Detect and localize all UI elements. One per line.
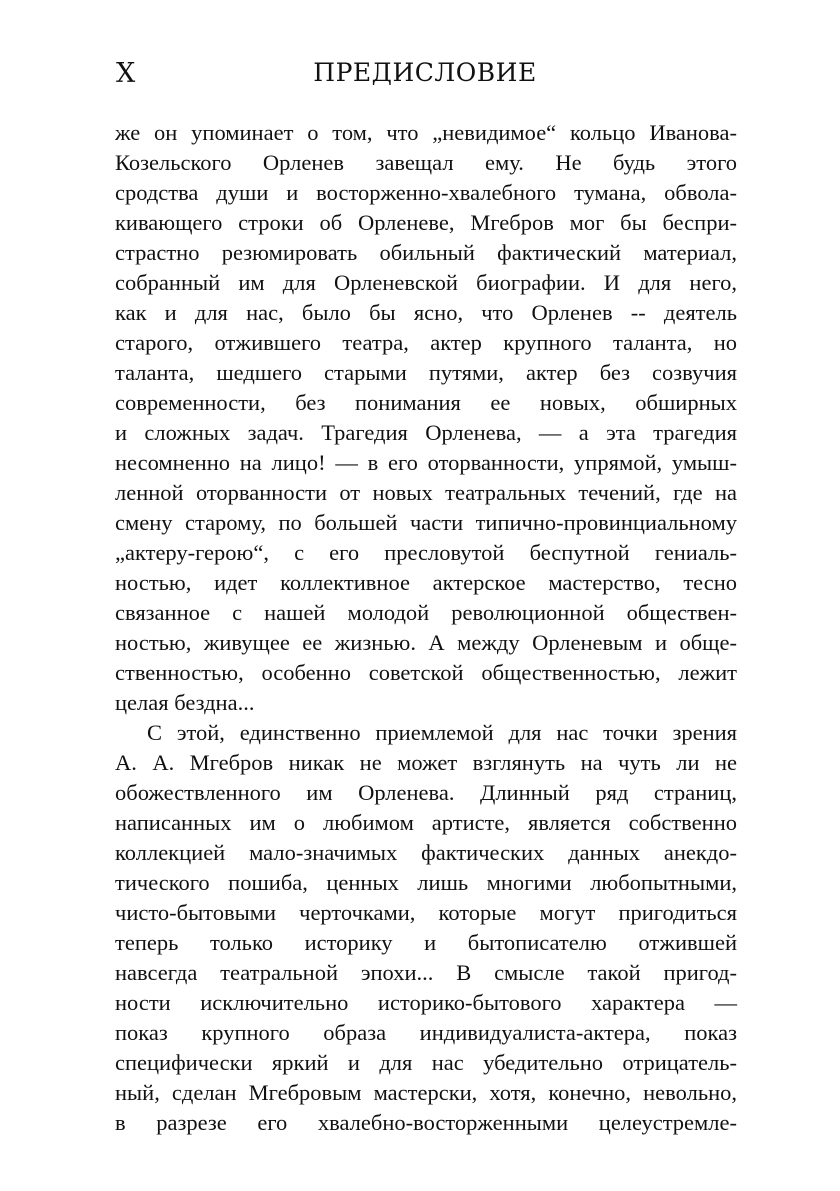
text-line: „актеру-герою“, с его пресловутой беспутной гениаль-: [115, 540, 737, 565]
text-line: обожествленного им Орленева. Длинный ряд страниц,: [115, 780, 737, 805]
text-line: же он упоминает о том, что „невидимое“ кольцо Иванова-: [115, 120, 737, 145]
text-line: показ крупного образа индивидуалиста-актера, показ: [115, 1020, 737, 1045]
text-line: кивающего строки об Орленеве, Мгебров мог бы беспри-: [115, 210, 737, 235]
text-line: ный, сделан Мгебровым мастерски, хотя, конечно, невольно,: [115, 1080, 737, 1105]
text-line: в разрезе его хвалебно-восторженными целеустремле-: [115, 1110, 737, 1135]
text-line: ленной оторванности от новых театральных течений, где на: [115, 480, 737, 505]
running-title: ПРЕДИСЛОВИЕ: [313, 58, 537, 87]
text-line: страстно резюмировать обильный фактический материал,: [115, 240, 737, 265]
text-line: ностью, идет коллективное актерское мастерство, тесно: [115, 570, 737, 595]
text-line: А. А. Мгебров никак не может взглянуть на чуть ли не: [115, 750, 737, 775]
text-line: связанное с нашей молодой революционной обществен-: [115, 600, 737, 625]
text-line: несомненно на лицо! — в его оторванности, упрямой, умыш-: [115, 450, 737, 475]
page-number: X: [116, 58, 137, 89]
paragraph-1: [115, 118, 737, 718]
text-line: навсегда театральной эпохи... В смысле такой пригод-: [115, 960, 737, 985]
body-text: [115, 118, 737, 1138]
text-line: теперь только историку и бытописателю отжившей: [115, 930, 737, 955]
text-line: сродства души и восторженно-хвалебного тумана, обвола-: [115, 180, 737, 205]
text-line: как и для нас, было бы ясно, что Орленев -- деятель: [115, 300, 737, 325]
text-line: Козельского Орленев завещал ему. Не будь этого: [115, 150, 737, 175]
text-line: современности, без понимания ее новых, обширных: [115, 390, 737, 415]
text-line: написанных им о любимом артисте, является собственно: [115, 810, 737, 835]
text-line: ностью, живущее ее жизнью. А между Орленевым и обще-: [115, 630, 737, 655]
text-line: смену старому, по большей части типично-провинциальному: [115, 510, 737, 535]
text-line: тического пошиба, ценных лишь многими любопытными,: [115, 870, 737, 895]
text-line: специфически яркий и для нас убедительно отрицатель-: [115, 1050, 737, 1075]
text-line: старого, отжившего театра, актер крупного таланта, но: [115, 330, 737, 355]
text-line: ности исключительно историко-бытового характера —: [115, 990, 737, 1015]
page-header: [110, 58, 740, 98]
text-line: коллекцией мало-значимых фактических данных анекдо-: [115, 840, 737, 865]
text-line: собранный им для Орленевской биографии. И для него,: [115, 270, 737, 295]
text-line: и сложных задач. Трагедия Орленева, — а эта трагедия: [115, 420, 737, 445]
text-line: С этой, единственно приемлемой для нас точки зрения: [147, 720, 737, 745]
text-line: целая бездна...: [115, 690, 255, 715]
paragraph-2: [115, 718, 737, 1138]
text-line: ственностью, особенно советской общественностью, лежит: [115, 660, 737, 685]
text-line: чисто-бытовыми черточками, которые могут пригодиться: [115, 900, 737, 925]
text-line: таланта, шедшего старыми путями, актер без созвучия: [115, 360, 737, 385]
